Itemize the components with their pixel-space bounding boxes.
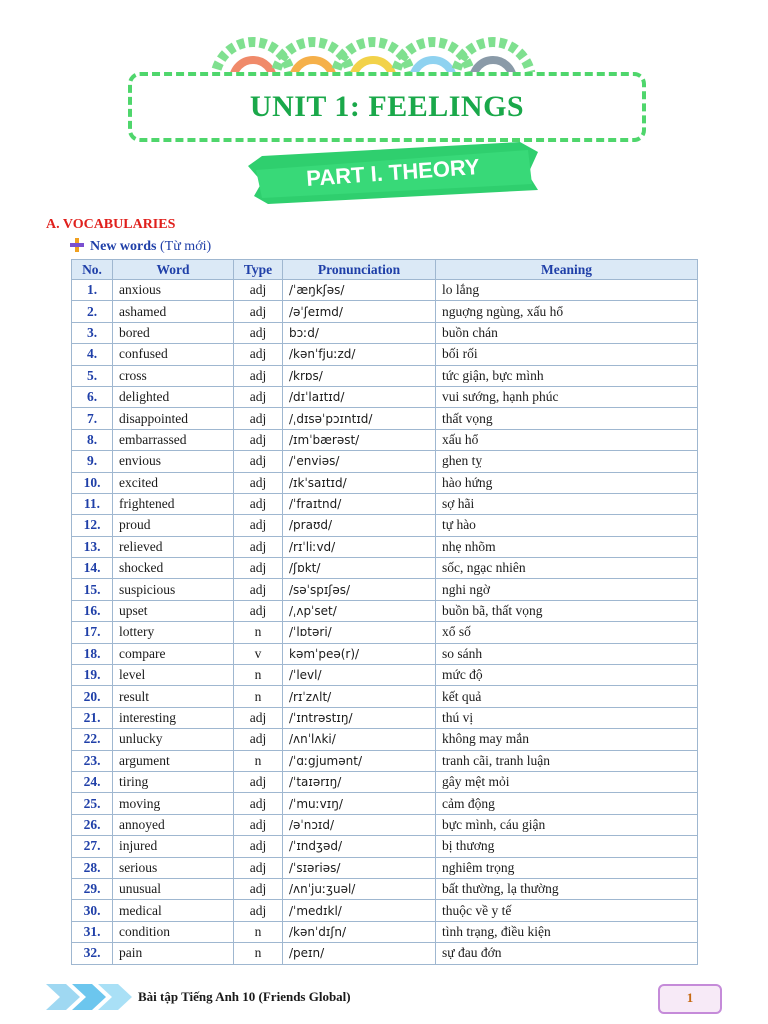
row-word: ashamed: [113, 301, 234, 322]
row-pronunciation: /ˈsɪəriəs/: [283, 857, 436, 878]
row-type: adj: [234, 579, 283, 600]
row-meaning: bị thương: [436, 836, 698, 857]
header-pronunciation: Pronunciation: [283, 260, 436, 280]
row-pronunciation: /ˈɪntrəstɪŋ/: [283, 707, 436, 728]
row-pronunciation: /kənˈdɪʃn/: [283, 921, 436, 942]
row-word: condition: [113, 921, 234, 942]
row-type: adj: [234, 878, 283, 899]
table-row: [72, 814, 698, 835]
row-number: 7.: [72, 408, 113, 429]
row-type: adj: [234, 408, 283, 429]
row-pronunciation: /ˈmedɪkl/: [283, 900, 436, 921]
row-word: level: [113, 665, 234, 686]
row-type: adj: [234, 558, 283, 579]
row-number: 8.: [72, 429, 113, 450]
row-type: adj: [234, 344, 283, 365]
row-meaning: tranh cãi, tranh luận: [436, 750, 698, 771]
row-meaning: không may mắn: [436, 729, 698, 750]
row-meaning: nghiêm trọng: [436, 857, 698, 878]
row-word: upset: [113, 600, 234, 621]
row-pronunciation: /ˈɪndʒəd/: [283, 836, 436, 857]
row-number: 15.: [72, 579, 113, 600]
header-word: Word: [113, 260, 234, 280]
row-word: pain: [113, 943, 234, 964]
table-row: [72, 643, 698, 664]
table-row: [72, 451, 698, 472]
row-number: 4.: [72, 344, 113, 365]
table-row: [72, 750, 698, 771]
row-number: 26.: [72, 814, 113, 835]
row-pronunciation: /ɪkˈsaɪtɪd/: [283, 472, 436, 493]
row-meaning: thú vị: [436, 707, 698, 728]
row-word: argument: [113, 750, 234, 771]
row-pronunciation: /dɪˈlaɪtɪd/: [283, 386, 436, 407]
table-row: [72, 429, 698, 450]
row-word: interesting: [113, 707, 234, 728]
row-word: relieved: [113, 536, 234, 557]
row-type: adj: [234, 280, 283, 301]
row-number: 30.: [72, 900, 113, 921]
row-pronunciation: /peɪn/: [283, 943, 436, 964]
table-row: [72, 836, 698, 857]
row-type: n: [234, 750, 283, 771]
row-pronunciation: /ˈfraɪtnd/: [283, 493, 436, 514]
row-number: 9.: [72, 451, 113, 472]
row-word: proud: [113, 515, 234, 536]
row-meaning: nghi ngờ: [436, 579, 698, 600]
row-pronunciation: /ʌnˈlʌki/: [283, 729, 436, 750]
title-box: [128, 72, 646, 142]
row-word: tiring: [113, 771, 234, 792]
row-type: adj: [234, 836, 283, 857]
row-meaning: mức độ: [436, 665, 698, 686]
table-row: [72, 921, 698, 942]
table-row: [72, 878, 698, 899]
row-pronunciation: /ʃɒkt/: [283, 558, 436, 579]
row-meaning: tình trạng, điều kiện: [436, 921, 698, 942]
row-type: adj: [234, 857, 283, 878]
row-pronunciation: /ʌnˈjuːʒuəl/: [283, 878, 436, 899]
table-row: [72, 344, 698, 365]
row-meaning: hào hứng: [436, 472, 698, 493]
row-meaning: tự hào: [436, 515, 698, 536]
table-row: [72, 280, 698, 301]
row-pronunciation: /praʊd/: [283, 515, 436, 536]
row-type: adj: [234, 429, 283, 450]
table-body: [72, 280, 698, 965]
row-number: 5.: [72, 365, 113, 386]
row-meaning: xổ số: [436, 622, 698, 643]
row-type: adj: [234, 771, 283, 792]
row-type: n: [234, 622, 283, 643]
row-word: result: [113, 686, 234, 707]
row-number: 19.: [72, 665, 113, 686]
row-number: 11.: [72, 493, 113, 514]
table-row: [72, 515, 698, 536]
header-meaning: Meaning: [436, 260, 698, 280]
row-meaning: thuộc về y tế: [436, 900, 698, 921]
row-meaning: cảm động: [436, 793, 698, 814]
row-meaning: sự đau đớn: [436, 943, 698, 964]
table-row: [72, 665, 698, 686]
row-word: injured: [113, 836, 234, 857]
row-word: unusual: [113, 878, 234, 899]
table-row: [72, 365, 698, 386]
row-meaning: gây mệt mỏi: [436, 771, 698, 792]
subheading-note: (Từ mới): [160, 239, 212, 254]
row-word: compare: [113, 643, 234, 664]
page-number-box: [658, 984, 722, 1014]
row-pronunciation: bɔːd/: [283, 322, 436, 343]
row-word: shocked: [113, 558, 234, 579]
table-row: [72, 558, 698, 579]
row-number: 22.: [72, 729, 113, 750]
row-type: adj: [234, 793, 283, 814]
row-number: 23.: [72, 750, 113, 771]
row-type: adj: [234, 729, 283, 750]
row-number: 25.: [72, 793, 113, 814]
row-pronunciation: /krɒs/: [283, 365, 436, 386]
row-pronunciation: /ˈɑːgjumənt/: [283, 750, 436, 771]
header-no: No.: [72, 260, 113, 280]
row-type: adj: [234, 600, 283, 621]
table-row: [72, 771, 698, 792]
row-type: n: [234, 921, 283, 942]
page-number: 1: [686, 990, 694, 1005]
table-row: [72, 493, 698, 514]
row-word: moving: [113, 793, 234, 814]
row-meaning: sợ hãi: [436, 493, 698, 514]
row-meaning: bực mình, cáu giận: [436, 814, 698, 835]
row-pronunciation: /ˌʌpˈset/: [283, 600, 436, 621]
vocabulary-table: [71, 259, 698, 965]
row-pronunciation: /ɪmˈbærəst/: [283, 429, 436, 450]
row-type: adj: [234, 707, 283, 728]
row-pronunciation: kəmˈpeə(r)/: [283, 643, 436, 664]
row-pronunciation: /əˈnɔɪd/: [283, 814, 436, 835]
row-meaning: nguợng ngùng, xấu hổ: [436, 301, 698, 322]
row-pronunciation: /rɪˈzʌlt/: [283, 686, 436, 707]
row-pronunciation: /ˈenviəs/: [283, 451, 436, 472]
row-number: 14.: [72, 558, 113, 579]
row-type: n: [234, 686, 283, 707]
row-type: adj: [234, 451, 283, 472]
row-type: adj: [234, 301, 283, 322]
subheading-label: New words: [90, 239, 157, 254]
row-type: adj: [234, 814, 283, 835]
row-number: 24.: [72, 771, 113, 792]
table-row: [72, 600, 698, 621]
row-word: bored: [113, 322, 234, 343]
book-title: Bài tập Tiếng Anh 10 (Friends Global): [138, 989, 351, 1004]
row-pronunciation: /ˈtaɪərɪŋ/: [283, 771, 436, 792]
row-number: 20.: [72, 686, 113, 707]
row-meaning: ghen tỵ: [436, 451, 698, 472]
row-type: v: [234, 643, 283, 664]
row-pronunciation: /rɪˈliːvd/: [283, 536, 436, 557]
row-number: 18.: [72, 643, 113, 664]
row-word: lottery: [113, 622, 234, 643]
row-pronunciation: /ˌdɪsəˈpɔɪntɪd/: [283, 408, 436, 429]
table-row: [72, 943, 698, 964]
table-row: [72, 729, 698, 750]
row-number: 10.: [72, 472, 113, 493]
row-meaning: thất vọng: [436, 408, 698, 429]
row-meaning: xấu hổ: [436, 429, 698, 450]
row-pronunciation: /ˈæŋkʃəs/: [283, 280, 436, 301]
plus-icon: [70, 238, 84, 252]
row-type: n: [234, 665, 283, 686]
row-word: medical: [113, 900, 234, 921]
row-word: serious: [113, 857, 234, 878]
table-row: [72, 472, 698, 493]
row-word: unlucky: [113, 729, 234, 750]
row-meaning: kết quả: [436, 686, 698, 707]
row-number: 13.: [72, 536, 113, 557]
row-pronunciation: /ˈlevl/: [283, 665, 436, 686]
row-word: excited: [113, 472, 234, 493]
row-type: adj: [234, 515, 283, 536]
unit-title: UNIT 1: FEELINGS: [249, 90, 525, 123]
row-number: 12.: [72, 515, 113, 536]
row-number: 32.: [72, 943, 113, 964]
row-number: 27.: [72, 836, 113, 857]
row-number: 3.: [72, 322, 113, 343]
row-type: adj: [234, 365, 283, 386]
row-word: annoyed: [113, 814, 234, 835]
row-meaning: so sánh: [436, 643, 698, 664]
section-heading: A. VOCABULARIES: [46, 217, 176, 232]
row-type: adj: [234, 536, 283, 557]
row-meaning: bối rối: [436, 344, 698, 365]
row-pronunciation: /səˈspɪʃəs/: [283, 579, 436, 600]
row-pronunciation: /ˈmuːvɪŋ/: [283, 793, 436, 814]
row-type: adj: [234, 472, 283, 493]
row-word: embarrassed: [113, 429, 234, 450]
part-title: PART I. THEORY: [305, 153, 481, 192]
table-row: [72, 622, 698, 643]
row-type: n: [234, 943, 283, 964]
row-number: 16.: [72, 600, 113, 621]
row-meaning: tức giận, bực mình: [436, 365, 698, 386]
header-type: Type: [234, 260, 283, 280]
row-meaning: bất thường, lạ thường: [436, 878, 698, 899]
row-number: 2.: [72, 301, 113, 322]
row-word: frightened: [113, 493, 234, 514]
row-meaning: buồn chán: [436, 322, 698, 343]
row-number: 1.: [72, 280, 113, 301]
row-number: 31.: [72, 921, 113, 942]
table-header-row: [72, 260, 698, 280]
row-number: 29.: [72, 878, 113, 899]
row-word: anxious: [113, 280, 234, 301]
row-meaning: buồn bã, thất vọng: [436, 600, 698, 621]
row-word: cross: [113, 365, 234, 386]
table-row: [72, 408, 698, 429]
row-type: adj: [234, 493, 283, 514]
row-word: disappointed: [113, 408, 234, 429]
row-meaning: lo lắng: [436, 280, 698, 301]
row-meaning: sốc, ngạc nhiên: [436, 558, 698, 579]
row-type: adj: [234, 386, 283, 407]
table-row: [72, 857, 698, 878]
table-row: [72, 793, 698, 814]
row-type: adj: [234, 322, 283, 343]
table-row: [72, 579, 698, 600]
row-word: delighted: [113, 386, 234, 407]
subheading: [70, 238, 211, 255]
row-type: adj: [234, 900, 283, 921]
table-row: [72, 386, 698, 407]
row-pronunciation: /əˈʃeɪmd/: [283, 301, 436, 322]
row-pronunciation: /ˈlɒtəri/: [283, 622, 436, 643]
table-row: [72, 707, 698, 728]
row-meaning: nhẹ nhõm: [436, 536, 698, 557]
table-row: [72, 536, 698, 557]
row-word: suspicious: [113, 579, 234, 600]
chevron-right-icon: [46, 984, 136, 1010]
row-number: 17.: [72, 622, 113, 643]
table-row: [72, 322, 698, 343]
row-number: 28.: [72, 857, 113, 878]
row-word: envious: [113, 451, 234, 472]
row-pronunciation: /kənˈfjuːzd/: [283, 344, 436, 365]
table-row: [72, 686, 698, 707]
row-word: confused: [113, 344, 234, 365]
row-number: 21.: [72, 707, 113, 728]
table-row: [72, 301, 698, 322]
row-number: 6.: [72, 386, 113, 407]
row-meaning: vui sướng, hạnh phúc: [436, 386, 698, 407]
table-row: [72, 900, 698, 921]
